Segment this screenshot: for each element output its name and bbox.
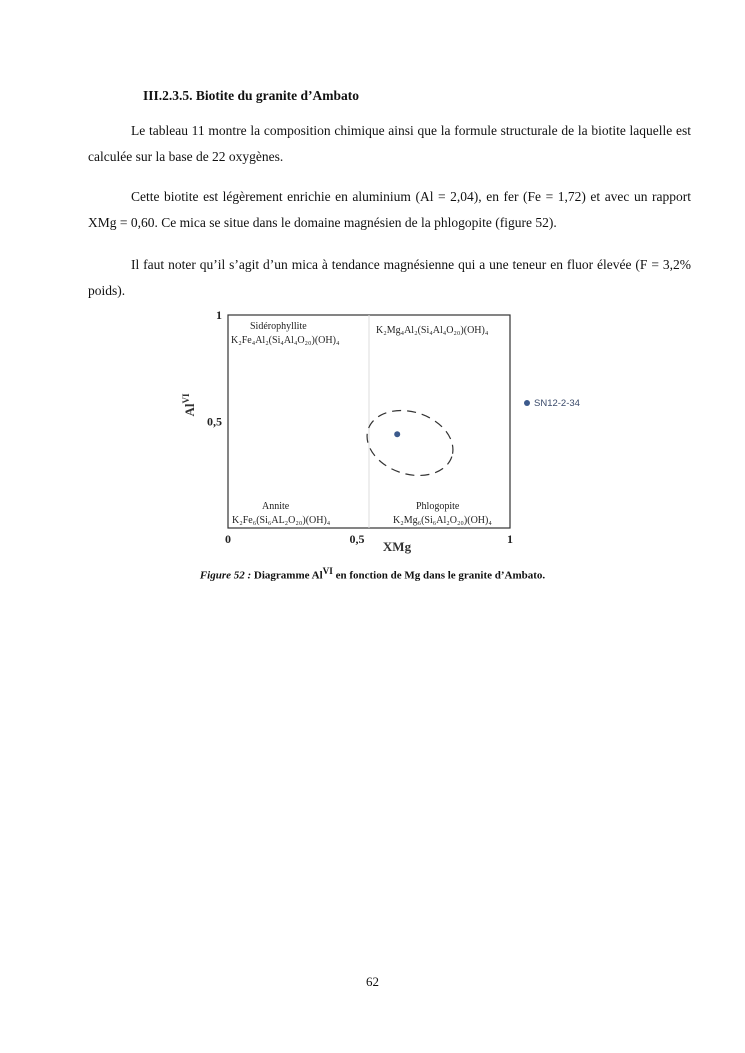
caption-text-after: en fonction de Mg dans le granite d’Ambato. [332,569,546,582]
section-heading: III.2.3.5. Biotite du granite d’Ambato [143,88,360,103]
siderophyllite-label: Sidérophyllite [250,321,307,332]
annite-label: Annite [262,501,290,512]
paragraph-3: Il faut noter qu’il s’agit d’un mica à tendance magnésienne qui a une teneur en fluor élevée (F = 3,2% poids). [88,257,691,298]
legend-marker [524,400,530,406]
paragraph-2: Cette biotite est légèrement enrichie en aluminium (Al = 2,04), en fer (Fe = 1,72) et avec un rapport XMg = 0,60. Ce mica se situe dans le domaine magnésien de la phlogopite (figure 52). [88,189,691,230]
phlogopite-formula: K₂Mg₆(Si₆Al₂O₂₀)(OH)₄ [393,515,492,526]
phlogopite-label: Phlogopite [416,501,460,512]
caption-lead: Figure 52 : [199,569,252,582]
dashed-field [359,400,462,486]
legend-label: SN12-2-34 [534,398,580,409]
figure-52 [181,305,600,555]
data-point-sn12-2-34 [394,431,400,437]
page-number: 62 [366,974,379,989]
alvi-xmg-diagram [181,305,600,555]
x-tick-label-0: 0 [225,532,231,546]
caption-sup: VI [322,566,333,576]
figure-caption [0,566,745,582]
y-tick-label-1: 1 [216,308,222,322]
x-axis-title: XMg [382,539,412,554]
eastonite-formula: K₂Mg₄Al₂(Si₄Al₄O₂₀)(OH)₄ [376,325,489,336]
y-tick-label-05: 0,5 [207,414,222,429]
paragraph-1: Le tableau 11 montre la composition chimique ainsi que la formule structurale de la biotite laquelle est calculée sur la base de 22 oxygènes. [88,123,691,164]
siderophyllite-formula: K₂Fe₄Al₂(Si₄Al₄O₂₀)(OH)₄ [231,335,340,346]
x-tick-label-1: 1 [507,532,513,546]
y-axis-title: $Al^{VI}$ [181,393,197,417]
x-tick-label-05: 0,5 [349,532,365,546]
annite-formula: K₂Fe₆(Si₆AL₂O₂₀)(OH)₄ [232,515,331,526]
caption-text-before: Diagramme Al [251,569,323,582]
